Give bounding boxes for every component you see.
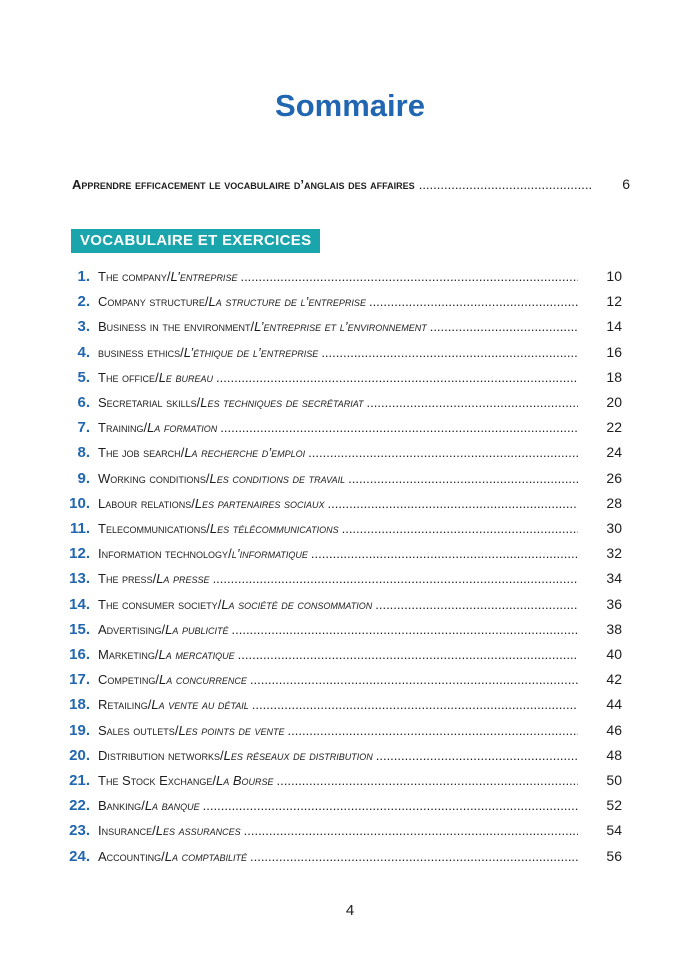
entry-separator: / xyxy=(166,269,171,284)
toc-entry[interactable] xyxy=(0,570,700,592)
entry-page-number: 20 xyxy=(606,394,622,410)
entry-title-en: The consumer society xyxy=(98,596,218,612)
dot-leader xyxy=(203,798,578,813)
entry-title-fr: La publicité xyxy=(165,621,229,637)
entry-number: 12. xyxy=(69,545,90,563)
entry-separator: / xyxy=(174,722,179,738)
entry-number: 7. xyxy=(77,419,90,437)
toc-entry[interactable] xyxy=(0,470,700,492)
entry-title-en: business ethics xyxy=(98,344,181,360)
toc-entry[interactable] xyxy=(0,772,700,794)
dot-leader xyxy=(321,345,578,360)
dot-leader xyxy=(277,773,578,788)
entry-number: 9. xyxy=(77,469,90,487)
entry-page-number: 54 xyxy=(606,822,622,839)
entry-title-fr: La presse xyxy=(156,571,210,587)
toc-entry[interactable] xyxy=(0,495,700,517)
entry-title-en: The job search xyxy=(98,445,181,461)
dot-leader xyxy=(367,395,578,410)
entry-title-fr: La concurrence xyxy=(159,672,247,688)
dot-leader xyxy=(232,622,579,637)
entry-title-fr: Les partenaires sociaux xyxy=(194,495,325,511)
entry-page-number: 40 xyxy=(606,646,622,662)
entry-title-fr: Les télécommunications xyxy=(209,521,339,536)
entry-page-number: 46 xyxy=(606,721,622,738)
entry-title-en: Labour relations xyxy=(98,495,192,511)
entry-title-en: Competing xyxy=(98,672,156,688)
entry-page-number: 32 xyxy=(606,545,622,562)
page-number: 4 xyxy=(345,902,355,919)
entry-separator: / xyxy=(191,495,195,511)
entry-page-number: 38 xyxy=(606,620,622,637)
entry-page-number: 26 xyxy=(606,469,622,486)
entry-title-fr: La banque xyxy=(144,798,200,814)
entry-page-number: 30 xyxy=(606,520,622,536)
entry-separator: / xyxy=(206,521,210,536)
toc-entry[interactable] xyxy=(0,722,700,744)
entry-title-en: The company xyxy=(98,269,167,284)
entry-separator: / xyxy=(141,798,145,814)
entry-page-number: 44 xyxy=(606,696,622,713)
toc-entry[interactable] xyxy=(0,520,700,542)
entry-number: 23. xyxy=(69,822,90,840)
entry-page-number: 10 xyxy=(606,268,622,284)
entry-number: 17. xyxy=(69,671,90,689)
entry-number: 4. xyxy=(77,343,90,361)
entry-title-fr: La recherche d’emploi xyxy=(184,445,306,461)
entry-page-number: 34 xyxy=(606,570,622,587)
entry-separator: / xyxy=(155,672,160,688)
entry-title-en: Telecommunications xyxy=(98,521,207,536)
dot-leader xyxy=(244,823,578,838)
dot-leader xyxy=(288,723,578,738)
toc-entry[interactable] xyxy=(0,419,700,441)
dot-leader xyxy=(238,647,578,662)
entry-title-fr: Le bureau xyxy=(158,369,214,385)
entry-title-en: The press xyxy=(98,571,153,587)
entry-title-fr: Les réseaux de distribution xyxy=(223,747,373,763)
entry-page-number: 48 xyxy=(606,746,622,763)
entry-title-en: Distribution networks xyxy=(98,747,221,763)
entry-separator: / xyxy=(152,823,156,839)
entry-number: 15. xyxy=(69,620,90,638)
toc-entry[interactable] xyxy=(0,369,700,391)
dot-leader xyxy=(252,697,578,712)
entry-title-en: Insurance xyxy=(98,823,153,839)
toc-entry[interactable] xyxy=(0,646,700,668)
entry-separator: / xyxy=(196,395,201,410)
entry-title-fr: La mercatique xyxy=(158,647,235,662)
entry-number: 18. xyxy=(69,696,90,714)
dot-leader xyxy=(308,445,578,460)
entry-page-number: 42 xyxy=(606,671,622,688)
toc-entry[interactable] xyxy=(0,293,700,315)
dot-leader xyxy=(369,294,578,309)
entry-separator: / xyxy=(180,344,184,360)
entry-page-number: 36 xyxy=(606,595,622,612)
entry-title-en: Training xyxy=(98,420,144,436)
entry-separator: / xyxy=(154,647,159,662)
entry-page-number: 14 xyxy=(606,318,622,335)
entry-number: 6. xyxy=(77,394,90,411)
entry-title-en: Company structure xyxy=(98,294,205,310)
dot-leader xyxy=(216,370,578,385)
entry-separator: / xyxy=(220,747,224,763)
entry-number: 11. xyxy=(69,520,90,537)
entry-separator: / xyxy=(161,848,165,864)
entry-title-fr: La Bourse xyxy=(215,773,274,788)
entry-separator: / xyxy=(212,773,216,788)
entry-title-en: Advertising xyxy=(98,621,162,637)
toc-entry[interactable] xyxy=(0,696,700,718)
entry-page-number: 50 xyxy=(606,772,622,788)
entry-number: 21. xyxy=(69,772,90,789)
toc-entry[interactable] xyxy=(0,797,700,819)
entry-separator: / xyxy=(250,319,255,335)
entry-page-number: 16 xyxy=(606,343,622,360)
dot-leader xyxy=(376,748,578,763)
entry-number: 1. xyxy=(77,268,90,285)
toc-entry[interactable] xyxy=(0,444,700,466)
entry-number: 5. xyxy=(77,368,90,386)
entry-title-fr: La structure de l’entreprise xyxy=(208,294,366,310)
entry-separator: / xyxy=(155,369,159,385)
entry-title-en: Secretarial skills xyxy=(98,395,197,410)
dot-leader xyxy=(240,269,578,284)
entry-number: 22. xyxy=(69,797,90,815)
toc-entry[interactable] xyxy=(0,621,700,643)
entry-page-number: 22 xyxy=(606,419,622,436)
dot-leader xyxy=(342,521,578,536)
entry-title-fr: L’entreprise xyxy=(170,269,238,284)
page-title: Sommaire xyxy=(275,88,425,123)
toc-entry[interactable] xyxy=(0,545,700,567)
entry-title-en: The office xyxy=(98,369,156,385)
entry-separator: / xyxy=(204,294,209,310)
entry-page-number: 18 xyxy=(606,368,622,385)
entry-number: 24. xyxy=(69,847,90,865)
toc-entry[interactable] xyxy=(0,848,700,870)
entry-page-number: 56 xyxy=(606,847,622,864)
entry-separator: / xyxy=(180,445,185,461)
entry-separator: / xyxy=(161,621,166,637)
intro-label: Apprendre efficacement le vocabulaire d’anglais des affaires xyxy=(72,177,415,192)
entry-title-en: Retailing xyxy=(98,697,148,713)
entry-title-fr: La vente au détail xyxy=(151,697,249,713)
entry-number: 10. xyxy=(69,494,90,512)
dot-leader xyxy=(430,319,578,334)
toc-entry[interactable] xyxy=(0,747,700,769)
entry-title-en: Working conditions xyxy=(98,470,206,486)
toc-entry[interactable] xyxy=(0,318,700,340)
toc-entry[interactable] xyxy=(0,344,700,366)
toc-entry[interactable] xyxy=(0,596,700,618)
dot-leader xyxy=(419,177,593,192)
entry-title-fr: l’informatique xyxy=(231,546,308,562)
entry-title-fr: La formation xyxy=(147,420,218,436)
entry-page-number: 24 xyxy=(606,444,622,461)
entry-number: 3. xyxy=(77,318,90,336)
entry-title-fr: Les assurances xyxy=(155,823,241,839)
entry-number: 8. xyxy=(77,444,90,462)
intro-entry[interactable] xyxy=(72,176,630,192)
entry-separator: / xyxy=(147,697,152,713)
intro-page-number: 6 xyxy=(622,176,630,192)
entry-title-fr: L’entreprise et l’environnement xyxy=(254,319,427,335)
entry-title-fr: Les points de vente xyxy=(178,722,285,738)
entry-separator: / xyxy=(217,596,222,612)
entry-title-en: Marketing xyxy=(98,647,155,662)
entry-number: 14. xyxy=(69,595,90,613)
dot-leader xyxy=(250,849,578,864)
dot-leader xyxy=(348,471,578,486)
entry-separator: / xyxy=(143,420,148,436)
entry-number: 20. xyxy=(69,746,90,764)
entry-number: 16. xyxy=(69,646,90,663)
entry-title-en: Banking xyxy=(98,798,142,814)
dot-leader xyxy=(311,546,578,561)
entry-title-en: The Stock Exchange xyxy=(98,773,213,788)
toc-entry[interactable] xyxy=(0,268,700,290)
entry-title-en: Sales outlets xyxy=(98,722,175,738)
dot-leader xyxy=(213,571,578,586)
section-header: VOCABULAIRE ET EXERCICES xyxy=(71,229,320,253)
entry-number: 2. xyxy=(77,293,90,311)
entry-page-number: 28 xyxy=(606,494,622,511)
entry-title-fr: Les conditions de travail xyxy=(209,470,346,486)
entry-page-number: 12 xyxy=(606,293,622,310)
toc-entry[interactable] xyxy=(0,822,700,844)
dot-leader xyxy=(250,672,578,687)
entry-number: 19. xyxy=(69,721,90,739)
toc-entry[interactable] xyxy=(0,671,700,693)
entry-number: 13. xyxy=(69,570,90,588)
entry-separator: / xyxy=(228,546,232,562)
entry-title-fr: La société de consommation xyxy=(221,596,373,612)
entry-separator: / xyxy=(205,470,210,486)
entry-title-en: Accounting xyxy=(98,848,162,864)
toc-entry[interactable] xyxy=(0,394,700,416)
entry-title-fr: L’éthique de l’entreprise xyxy=(183,344,319,360)
entry-title-en: Information technology xyxy=(98,546,229,562)
dot-leader xyxy=(220,420,578,435)
entry-page-number: 52 xyxy=(606,797,622,814)
dot-leader xyxy=(327,496,578,511)
entry-title-fr: Les techniques de secrétariat xyxy=(200,395,364,410)
entry-separator: / xyxy=(152,571,157,587)
entry-title-en: Business in the environment xyxy=(98,319,251,335)
entry-title-fr: La comptabilité xyxy=(164,848,247,864)
dot-leader xyxy=(375,597,578,612)
